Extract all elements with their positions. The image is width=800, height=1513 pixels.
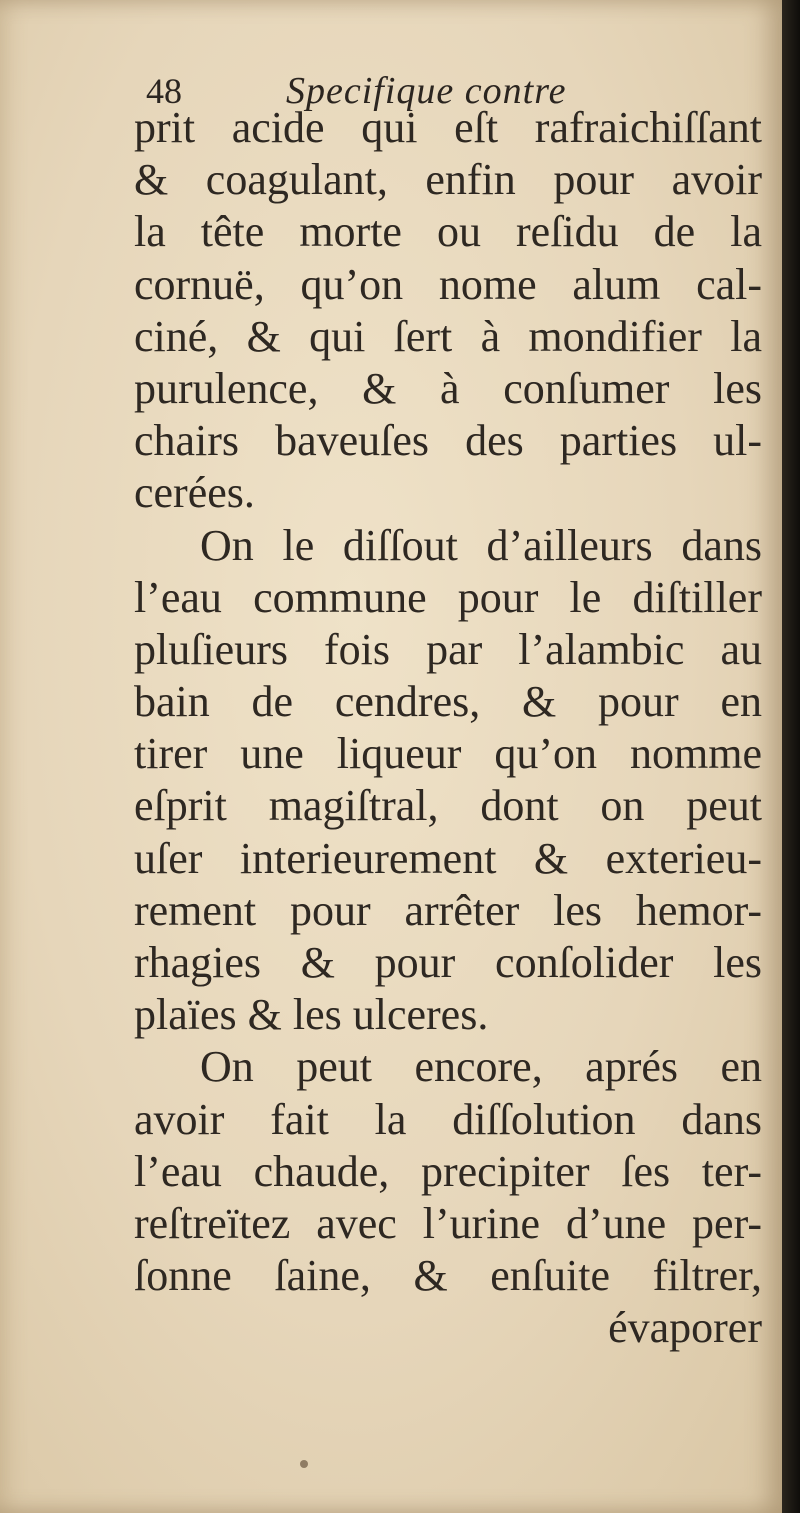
text-line: bain de cendres, & pour en: [134, 677, 762, 727]
text-line: prit acide qui eſt rafraichiſſant: [134, 103, 762, 152]
text-line: l’eau commune pour le diſtiller: [134, 572, 762, 622]
page-edge-shadow: [782, 0, 800, 1513]
text-line: l’eau chaude, precipiter ſes ter-: [134, 1146, 762, 1196]
text-line: ſonne ſaine, & enſuite filtrer,: [134, 1251, 762, 1301]
text-line: On le diſſout d’ailleurs dans: [200, 520, 762, 570]
text-line: purulence, & à conſumer les: [134, 363, 762, 413]
text-line: reſtreïtez avec l’urine d’une per-: [134, 1198, 762, 1248]
running-title: Specifique contre: [286, 70, 567, 112]
text-line: pluſieurs fois par l’alambic au: [134, 624, 762, 674]
paper-stain: [300, 1460, 308, 1468]
text-line: ciné, & qui ſert à mondifier la: [134, 311, 762, 361]
text-line: cornuë, qu’on nome alum cal-: [134, 259, 762, 309]
text-line: uſer interieurement & exterieu-: [134, 833, 762, 883]
text-line: avoir fait la diſſolution dans: [134, 1094, 762, 1144]
body-text: [134, 102, 764, 1355]
text-line: rement pour arrêter les hemor-: [134, 885, 762, 935]
text-line: la tête morte ou reſidu de la: [134, 207, 762, 257]
text-line: rhagies & pour conſolider les: [134, 938, 762, 987]
text-line: On peut encore, aprés en: [200, 1042, 762, 1092]
text-line: eſprit magiſtral, dont on peut: [134, 781, 762, 831]
text-line: & coagulant, enfin pour avoir: [134, 155, 762, 205]
text-line: cerées.: [134, 468, 255, 518]
text-line: plaïes & les ulceres.: [134, 990, 489, 1040]
page-number: 48: [146, 71, 182, 111]
text-line: chairs baveuſes des parties ul-: [134, 416, 762, 466]
text-line: tirer une liqueur qu’on nomme: [134, 729, 762, 779]
catchword: évaporer: [608, 1303, 762, 1353]
